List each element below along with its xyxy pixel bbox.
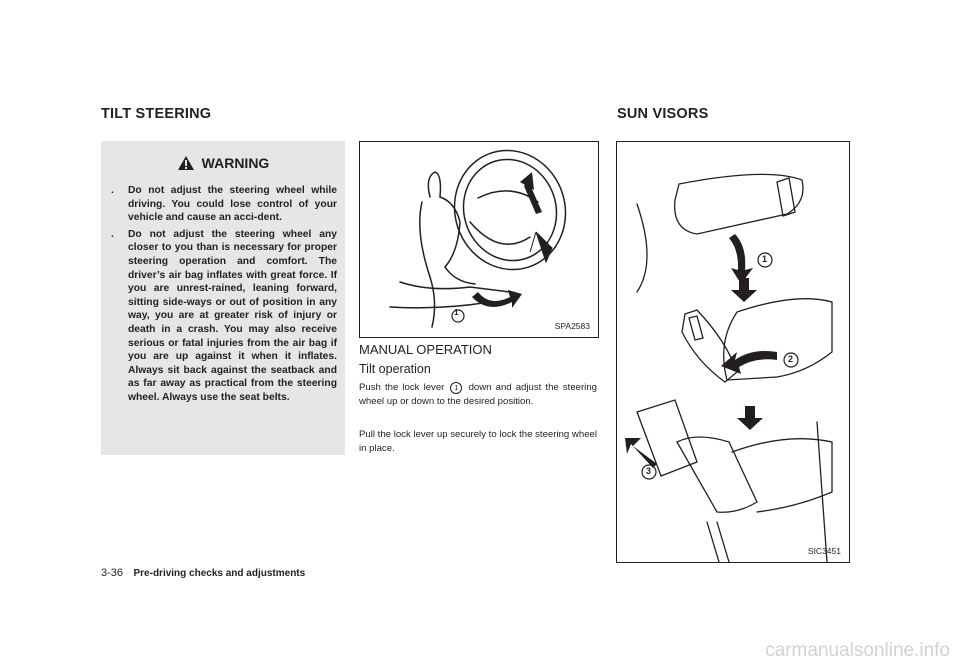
callout-1: 1 <box>450 382 462 394</box>
callout-1-label: 1 <box>454 308 459 317</box>
steering-wheel-illustration <box>360 142 598 337</box>
sun-visor-illustration <box>617 142 849 562</box>
page-footer <box>101 563 305 581</box>
callout-2-label: 2 <box>788 354 794 364</box>
figure-code: SIC3451 <box>807 546 841 556</box>
warning-item: . Do not adjust the steering wheel while driving. You could lose control of your vehicle and cause an acci-dent. <box>111 185 337 224</box>
callout-3-label: 3 <box>646 466 652 476</box>
warning-triangle-icon <box>177 155 195 171</box>
section-title: Pre-driving checks and adjustments <box>133 568 306 579</box>
tilt-operation-subheading: Tilt operation <box>359 362 431 376</box>
page-number: 3-36 <box>101 567 124 579</box>
watermark: carmanualsonline.info <box>765 640 950 661</box>
manual-operation-heading: MANUAL OPERATION <box>359 342 492 357</box>
warning-title <box>101 155 345 171</box>
warning-item: . Do not adjust the steering wheel any closer to you than is necessary for proper steering operation and comfort. The driver’s air bag inflates with great force. If you are unrest-rained, leaning forward, sitting side-ways or out of position in any way, you are at greater risk of injury or death in a crash. You may also receive serious or fatal injuries from the air bag if you are up against it when it inflates. Always sit back against the seatback and as far away as practical from the steering wheel. Always use the seat belts. <box>111 228 337 403</box>
sun-visor-figure <box>616 141 850 563</box>
tilt-instructions-para: Push the lock lever 1 down and adjust the steering wheel up or down to the desired position. <box>359 382 597 407</box>
warning-title-text: WARNING <box>201 155 270 171</box>
tilt-steering-heading: TILT STEERING <box>101 106 212 122</box>
sun-visors-heading: SUN VISORS <box>617 106 709 122</box>
figure-code: SPA2583 <box>554 321 590 331</box>
lock-instructions-para: Pull the lock lever up securely to lock the steering wheel in place. <box>359 429 597 454</box>
warning-box <box>101 141 345 455</box>
callout-1-label: 1 <box>762 254 768 264</box>
steering-wheel-figure <box>359 141 599 338</box>
warning-list <box>108 184 337 408</box>
